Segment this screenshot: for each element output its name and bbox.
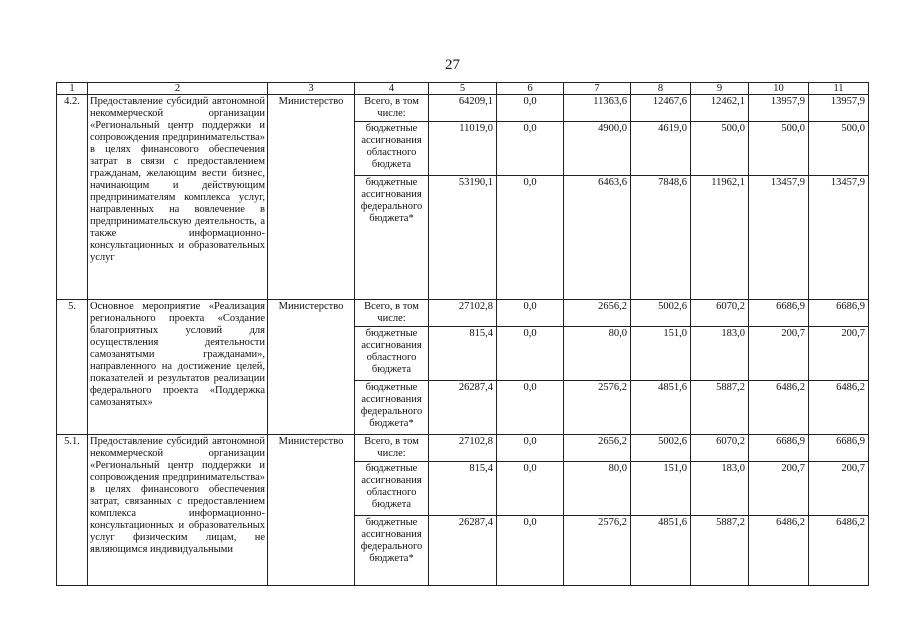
value-cell: 80,0: [564, 327, 631, 381]
value-cell: 12462,1: [691, 95, 749, 122]
value-cell: 0,0: [497, 381, 564, 435]
value-cell: 151,0: [631, 327, 691, 381]
value-cell: 0,0: [497, 95, 564, 122]
value-cell: 11363,6: [564, 95, 631, 122]
funding-source: Всего, в том числе:: [355, 95, 429, 122]
value-cell: 0,0: [497, 462, 564, 516]
funding-source: Всего, в том числе:: [355, 300, 429, 327]
value-cell: 11019,0: [429, 122, 497, 176]
header-cell: 8: [631, 83, 691, 95]
budget-table: [56, 82, 869, 586]
row-number: 5.: [57, 300, 88, 435]
row-number: 4.2.: [57, 95, 88, 300]
table-row: [57, 95, 869, 122]
value-cell: 183,0: [691, 462, 749, 516]
value-cell: 2656,2: [564, 300, 631, 327]
value-cell: 13957,9: [749, 95, 809, 122]
value-cell: 13957,9: [809, 95, 869, 122]
header-cell: 2: [88, 83, 268, 95]
header-cell: 9: [691, 83, 749, 95]
value-cell: 4619,0: [631, 122, 691, 176]
value-cell: 4900,0: [564, 122, 631, 176]
value-cell: 183,0: [691, 327, 749, 381]
value-cell: 5002,6: [631, 435, 691, 462]
header-cell: 1: [57, 83, 88, 95]
value-cell: 0,0: [497, 327, 564, 381]
value-cell: 5002,6: [631, 300, 691, 327]
value-cell: 6686,9: [749, 435, 809, 462]
funding-source: бюджетные ассигнования областного бюджета: [355, 327, 429, 381]
value-cell: 0,0: [497, 176, 564, 300]
table-row: [57, 300, 869, 327]
header-cell: 5: [429, 83, 497, 95]
value-cell: 500,0: [691, 122, 749, 176]
value-cell: 815,4: [429, 462, 497, 516]
value-cell: 53190,1: [429, 176, 497, 300]
value-cell: 26287,4: [429, 516, 497, 586]
value-cell: 2656,2: [564, 435, 631, 462]
header-cell: 7: [564, 83, 631, 95]
table-row: [57, 435, 869, 462]
value-cell: 4851,6: [631, 516, 691, 586]
value-cell: 12467,6: [631, 95, 691, 122]
value-cell: 6686,9: [809, 300, 869, 327]
header-cell: 3: [268, 83, 355, 95]
responsible-executor: Министерство: [268, 435, 355, 586]
value-cell: 6486,2: [749, 516, 809, 586]
value-cell: 5887,2: [691, 381, 749, 435]
responsible-executor: Министерство: [268, 300, 355, 435]
value-cell: 6070,2: [691, 300, 749, 327]
funding-source: бюджетные ассигнования областного бюджета: [355, 462, 429, 516]
funding-source: бюджетные ассигнования федерального бюджета*: [355, 176, 429, 300]
value-cell: 151,0: [631, 462, 691, 516]
row-number: 5.1.: [57, 435, 88, 586]
measure-name: Основное мероприятие «Реализация регионального проекта «Создание благоприятных условий для осуществления деятельности самозанятыми гражданами», направленного на достижение целей, показателей и результатов реализации федерального проекта «Поддержка самозанятых»: [88, 300, 268, 435]
header-cell: 10: [749, 83, 809, 95]
value-cell: 0,0: [497, 435, 564, 462]
value-cell: 2576,2: [564, 381, 631, 435]
value-cell: 11962,1: [691, 176, 749, 300]
funding-source: бюджетные ассигнования федерального бюджета*: [355, 381, 429, 435]
value-cell: 2576,2: [564, 516, 631, 586]
value-cell: 6486,2: [809, 381, 869, 435]
value-cell: 6486,2: [749, 381, 809, 435]
page-number: 27: [445, 57, 460, 73]
funding-source: бюджетные ассигнования областного бюджета: [355, 122, 429, 176]
measure-name: Предоставление субсидий автономной некоммерческой организации «Региональный центр поддержки и сопровождения предпринимательства» в целях финансового обеспечения затрат, связанных с предоставлением комплекса информационно-консультационных и образовательных услуг физическим лицам, не являющимся индивидуальными: [88, 435, 268, 586]
value-cell: 0,0: [497, 516, 564, 586]
value-cell: 64209,1: [429, 95, 497, 122]
value-cell: 200,7: [809, 327, 869, 381]
value-cell: 6686,9: [809, 435, 869, 462]
value-cell: 200,7: [749, 327, 809, 381]
value-cell: 4851,6: [631, 381, 691, 435]
value-cell: 7848,6: [631, 176, 691, 300]
responsible-executor: Министерство: [268, 95, 355, 300]
header-cell: 6: [497, 83, 564, 95]
value-cell: 6463,6: [564, 176, 631, 300]
value-cell: 13457,9: [749, 176, 809, 300]
value-cell: 6070,2: [691, 435, 749, 462]
value-cell: 0,0: [497, 300, 564, 327]
funding-source: бюджетные ассигнования федерального бюджета*: [355, 516, 429, 586]
value-cell: 27102,8: [429, 300, 497, 327]
value-cell: 815,4: [429, 327, 497, 381]
value-cell: 26287,4: [429, 381, 497, 435]
value-cell: 13457,9: [809, 176, 869, 300]
value-cell: 200,7: [749, 462, 809, 516]
funding-source: Всего, в том числе:: [355, 435, 429, 462]
value-cell: 6686,9: [749, 300, 809, 327]
value-cell: 500,0: [809, 122, 869, 176]
header-cell: 4: [355, 83, 429, 95]
value-cell: 27102,8: [429, 435, 497, 462]
value-cell: 80,0: [564, 462, 631, 516]
value-cell: 200,7: [809, 462, 869, 516]
value-cell: 6486,2: [809, 516, 869, 586]
table-header-row: [57, 83, 869, 95]
measure-name: Предоставление субсидий автономной некоммерческой организации «Региональный центр поддержки и сопровождения предпринимательства» в целях финансового обеспечения затрат в связи с предоставлением гражданам, желающим вести бизнес, начинающим и действующим предпринимателям комплекса услуг, направленных на вовлечение в предпринимательскую деятельность, а также информационно-консультационных и образовательных услуг: [88, 95, 268, 300]
header-cell: 11: [809, 83, 869, 95]
value-cell: 500,0: [749, 122, 809, 176]
value-cell: 0,0: [497, 122, 564, 176]
value-cell: 5887,2: [691, 516, 749, 586]
